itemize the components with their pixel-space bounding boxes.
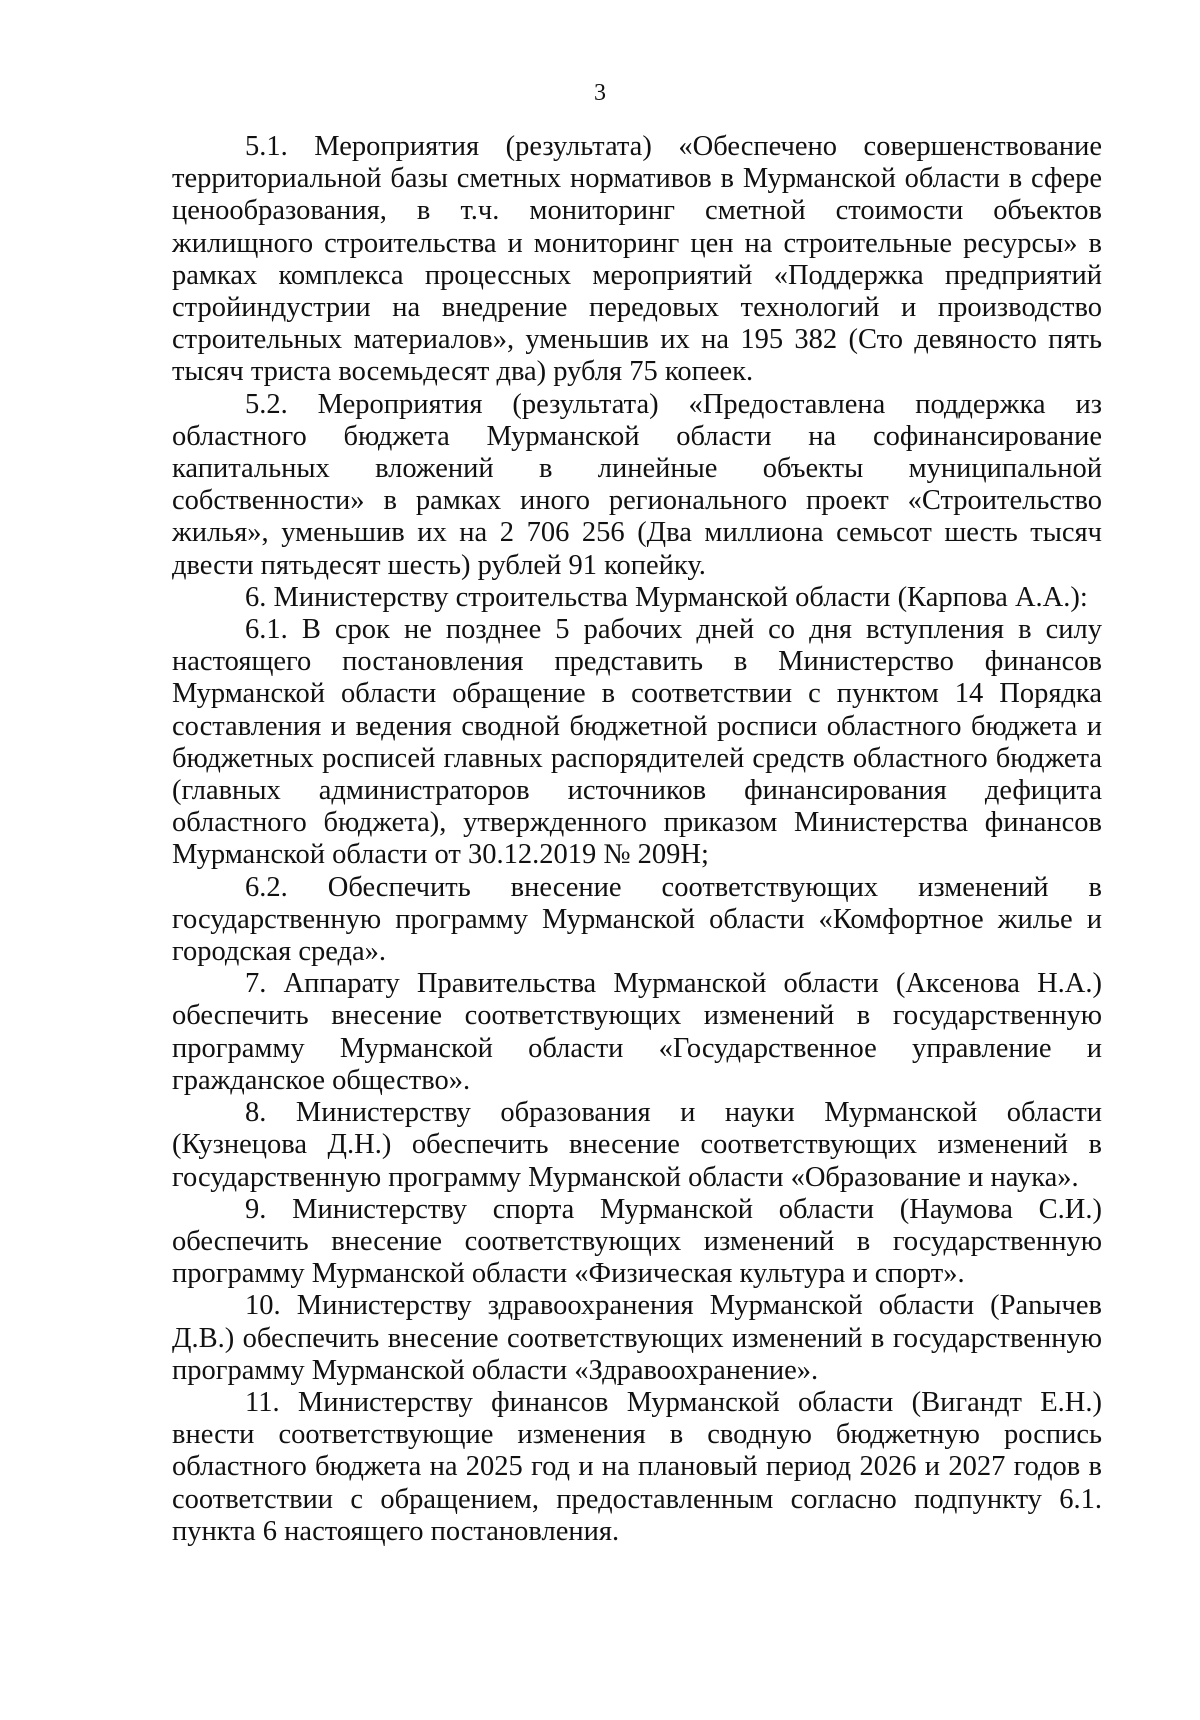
paragraph-11: 11. Министерству финансов Мурманской области (Вигандт Е.Н.) внести соответствующие изменения в сводную бюджетную роспись областного бюджета на 2025 год и на плановый период 2026 и 2027 годов в соответствии с обращением, предоставленным согласно подпункту 6.1. пункта 6 настоящего постановления.	[172, 1386, 1102, 1547]
paragraph-6-2: 6.2. Обеспечить внесение соответствующих изменений в государственную программу Мурманской области «Комфортное жилье и городская среда».	[172, 871, 1102, 968]
paragraph-5-1: 5.1. Мероприятия (результата) «Обеспечено совершенствование территориальной базы сметных нормативов в Мурманской области в сфере ценообразования, в т.ч. мониторинг сметной стоимости объектов жилищного строительства и мониторинг цен на строительные ресурсы» в рамках комплекса процессных мероприятий «Поддержка предприятий стройиндустрии на внедрение передовых технологий и производство строительных материалов», уменьшив их на 195 382 (Сто девяносто пять тысяч триста восемьдесят два) рубля 75 копеек.	[172, 131, 1102, 388]
paragraph-10: 10. Министерству здравоохранения Мурманской области (Panычев Д.В.) обеспечить внесение соответствующих изменений в государственную программу Мурманской области «Здравоохранение».	[172, 1290, 1102, 1386]
paragraph-7: 7. Аппарату Правительства Мурманской области (Аксенова Н.А.) обеспечить внесение соответствующих изменений в государственную программу Мурманской области «Государственное управление и гражданское общество».	[172, 968, 1102, 1096]
page-number: 3	[594, 80, 606, 106]
paragraph-8: 8. Министерству образования и науки Мурманской области (Кузнецова Д.Н.) обеспечить внесение соответствующих изменений в государственную программу Мурманской области «Образование и наука».	[172, 1097, 1102, 1193]
paragraph-5-2: 5.2. Мероприятия (результата) «Предоставлена поддержка из областного бюджета Мурманской области на софинансирование капитальных вложений в линейные объекты муниципальной собственности» в рамках иного регионального проект «Строительство жилья», уменьшив их на 2 706 256 (Два миллиона семьсот шесть тысяч двести пятьдесят шесть) рублей 91 копейку.	[172, 388, 1102, 581]
paragraph-9: 9. Министерству спорта Мурманской области (Наумова С.И.) обеспечить внесение соответствующих изменений в государственную программу Мурманской области «Физическая культура и спорт».	[172, 1193, 1102, 1290]
document-body	[172, 131, 1102, 1548]
paragraph-6: 6. Министерству строительства Мурманской области (Карпова А.А.):	[245, 581, 1088, 613]
paragraph-6-1: 6.1. В срок не позднее 5 рабочих дней со дня вступления в силу настоящего постановления представить в Министерство финансов Мурманской области обращение в соответствии с пунктом 14 Порядка составления и ведения сводной бюджетной росписи областного бюджета и бюджетных росписей главных распорядителей средств областного бюджета (главных администраторов источников финансирования дефицита областного бюджета), утвержденного приказом Министерства финансов Мурманской области от 30.12.2019 № 209Н;	[172, 614, 1102, 871]
